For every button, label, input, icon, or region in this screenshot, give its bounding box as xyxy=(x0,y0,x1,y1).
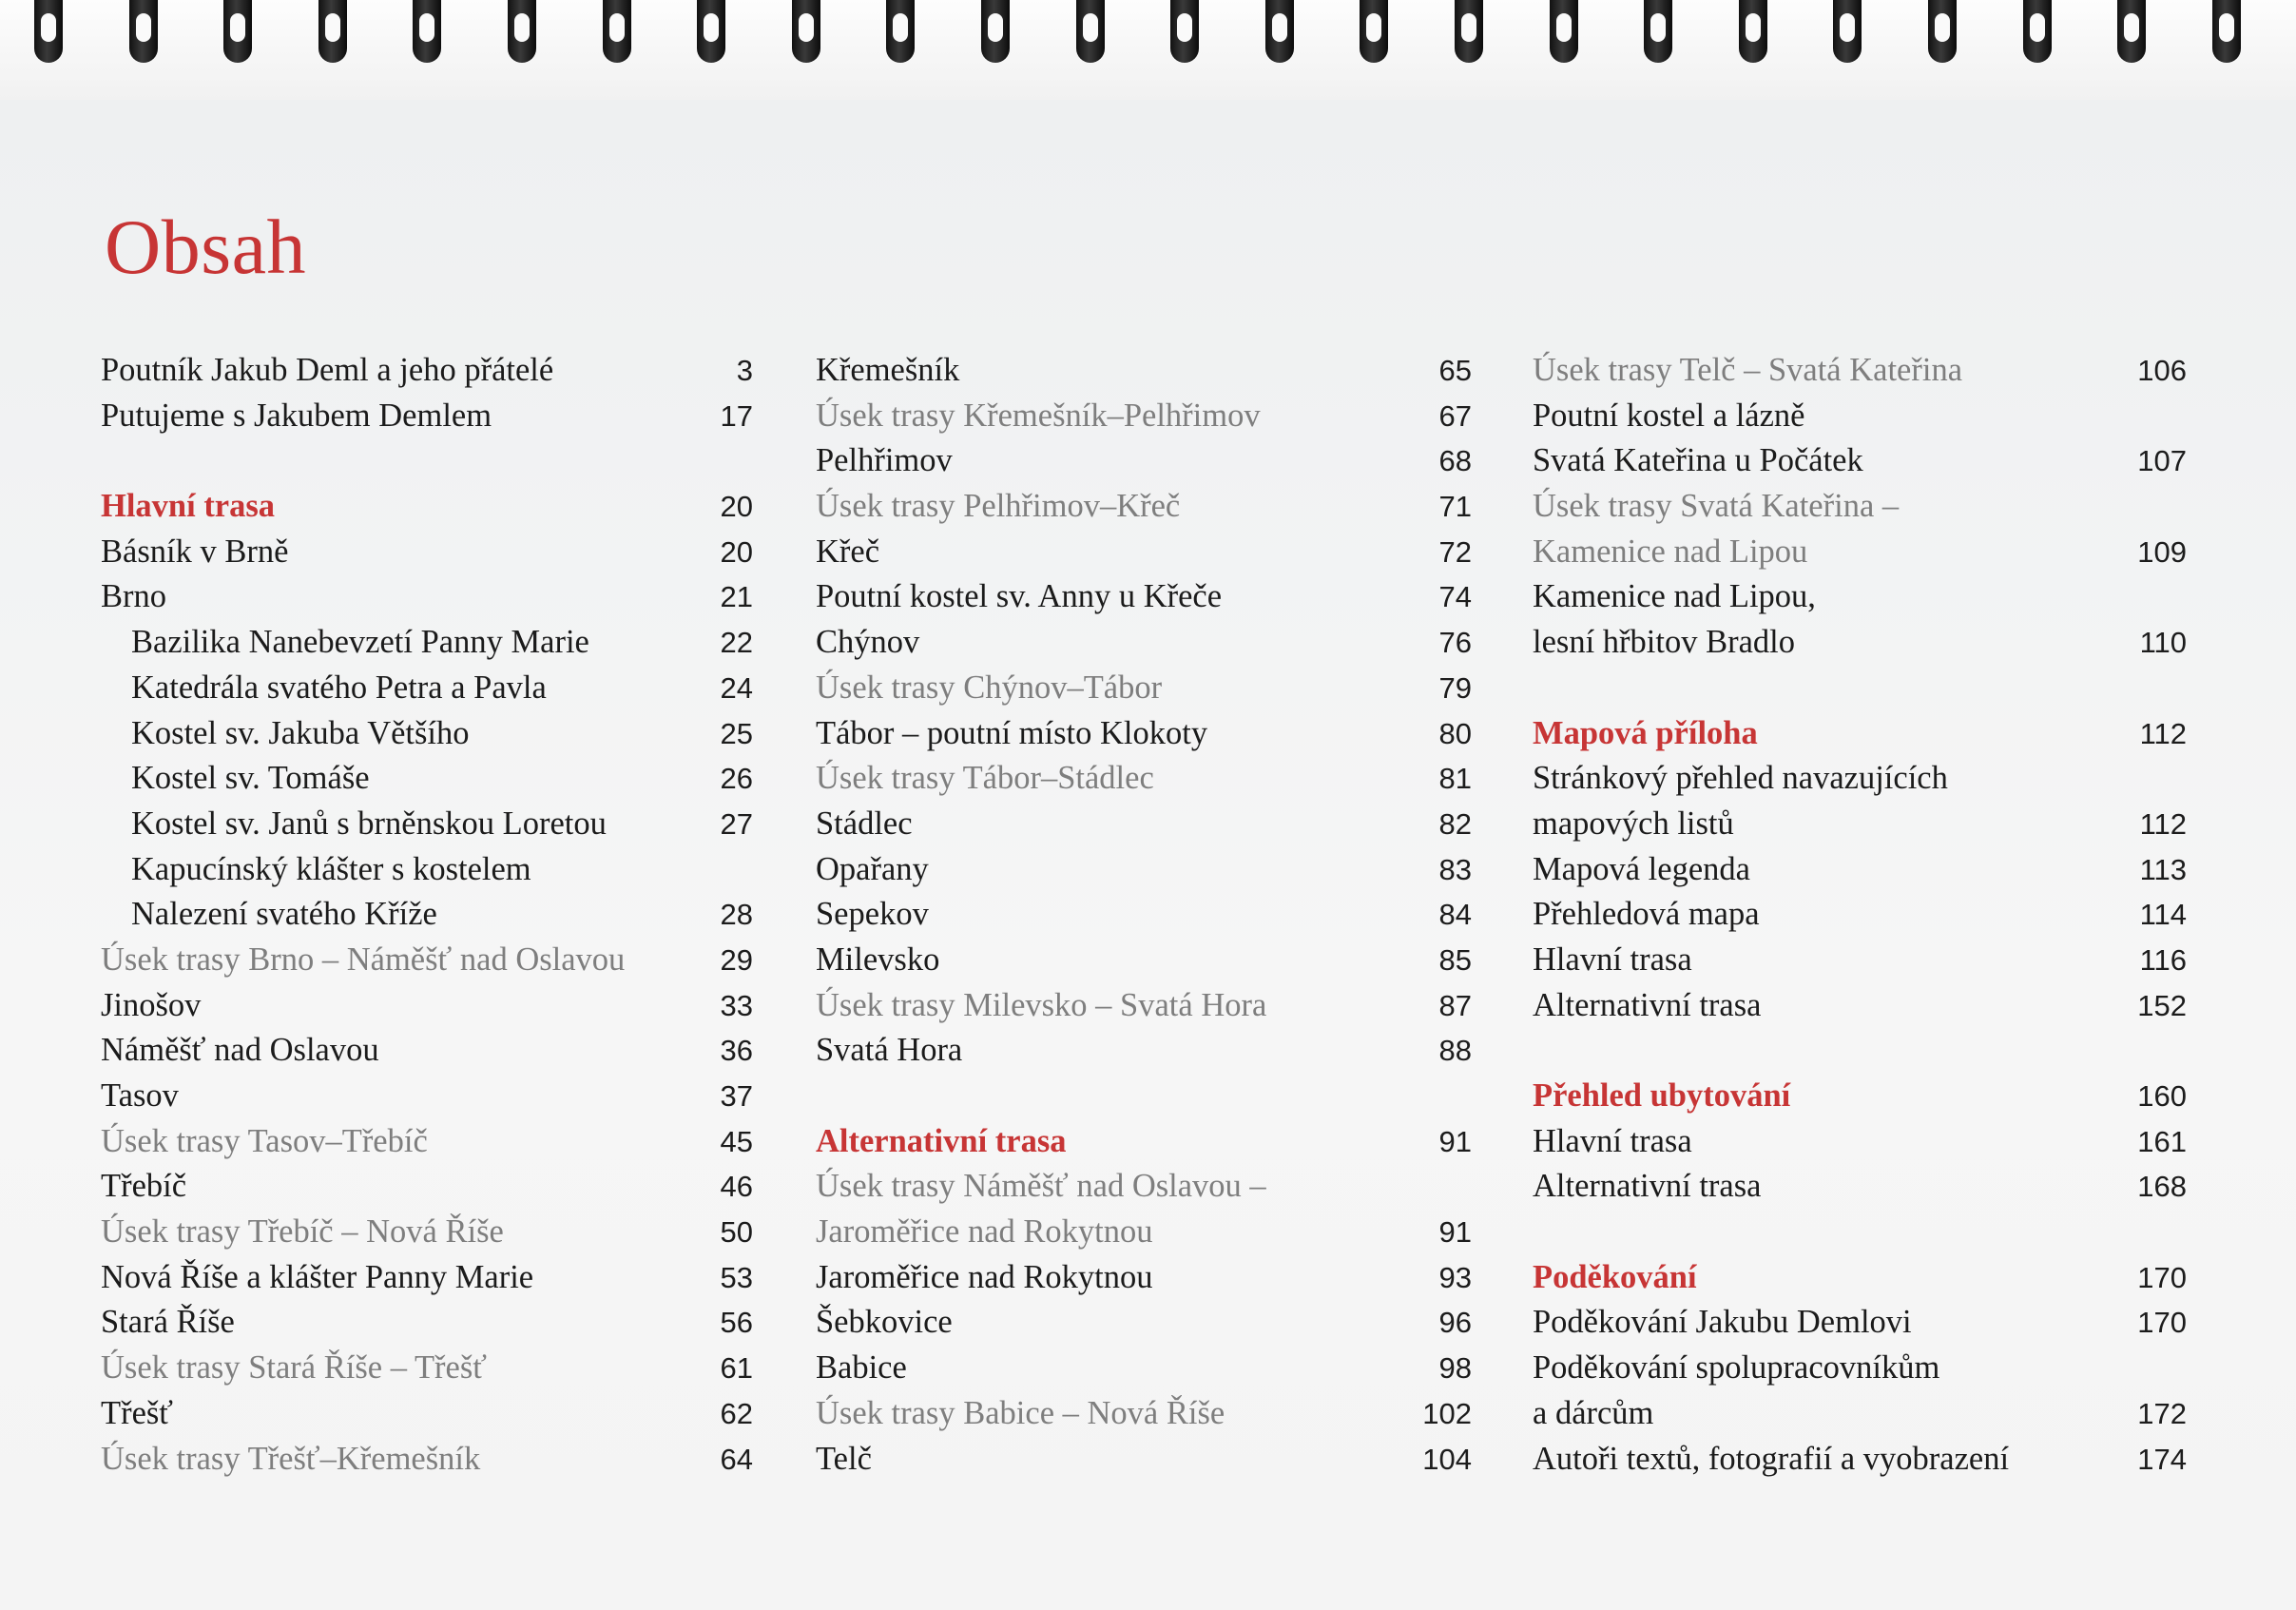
toc-entry xyxy=(1533,802,2187,847)
toc-entry-title: Úsek trasy Tasov–Třebíč xyxy=(101,1122,428,1159)
binding-ring xyxy=(1455,0,1483,63)
toc-page-number: 27 xyxy=(720,806,753,841)
toc-entry-title: Básník v Brně xyxy=(101,533,289,570)
toc-route-segment xyxy=(1533,348,2187,394)
toc-entry xyxy=(101,1300,753,1346)
toc-entry-title: Poděkování spolupracovníkům xyxy=(1533,1349,1940,1387)
toc-entry xyxy=(101,620,753,666)
toc-entry xyxy=(1533,1164,2187,1210)
toc-entry-title: Telč xyxy=(816,1440,872,1477)
toc-page-number: 98 xyxy=(1438,1351,1472,1386)
toc-route-segment xyxy=(816,1164,1472,1210)
toc-spacer xyxy=(101,438,753,484)
toc-route-segment xyxy=(101,1346,753,1391)
toc-entry xyxy=(1533,892,2187,938)
binding-ring xyxy=(981,0,1010,63)
toc-entry xyxy=(816,1255,1472,1301)
toc-page-number: 83 xyxy=(1438,852,1472,886)
toc-entry xyxy=(101,983,753,1029)
toc-column-1 xyxy=(101,348,753,1482)
toc-route-segment xyxy=(816,983,1472,1029)
toc-entry xyxy=(1533,1391,2187,1437)
toc-spacer xyxy=(816,1074,1472,1119)
toc-entry-title: Křemešník xyxy=(816,352,960,388)
toc-entry-title: Hlavní trasa xyxy=(101,488,276,525)
toc-page-number: 80 xyxy=(1438,716,1472,750)
toc-entry-title: Přehled ubytování xyxy=(1533,1077,1791,1114)
binding-ring xyxy=(1076,0,1105,63)
toc-page-number: 79 xyxy=(1438,670,1472,705)
toc-entry xyxy=(101,756,753,802)
toc-entry-title: Náměšť nad Oslavou xyxy=(101,1032,379,1069)
toc-entry xyxy=(816,438,1472,484)
toc-page-number: 68 xyxy=(1438,444,1472,478)
toc-entry-title: Třebíč xyxy=(101,1168,187,1205)
toc-page-number: 114 xyxy=(2139,898,2187,932)
toc-entry-title: Poděkování xyxy=(1533,1258,1697,1295)
binding-ring xyxy=(413,0,441,63)
toc-page-number: 24 xyxy=(720,670,753,705)
toc-route-segment xyxy=(816,1210,1472,1255)
toc-entry-title: Katedrála svatého Petra a Pavla xyxy=(131,669,547,706)
toc-entry-title: Poutní kostel sv. Anny u Křeče xyxy=(816,578,1223,615)
binding-ring xyxy=(1360,0,1388,63)
toc-route-segment xyxy=(816,484,1472,530)
toc-spacer xyxy=(1533,1210,2187,1255)
toc-entry xyxy=(1533,438,2187,484)
toc-entry xyxy=(1533,756,2187,802)
toc-entry-title: Alternativní trasa xyxy=(816,1122,1067,1159)
toc-entry xyxy=(1533,1119,2187,1165)
toc-entry xyxy=(816,802,1472,847)
toc-entry-title: Chýnov xyxy=(816,624,920,661)
toc-entry-title: Sepekov xyxy=(816,896,929,933)
binding-ring xyxy=(886,0,915,63)
toc-entry-title: Svatá Hora xyxy=(816,1032,963,1069)
toc-page-number: 168 xyxy=(2137,1170,2187,1204)
toc-entry-title: Poutník Jakub Deml a jeho přátelé xyxy=(101,352,554,388)
toc-entry xyxy=(1533,983,2187,1029)
toc-entry xyxy=(816,530,1472,575)
binding-ring xyxy=(1550,0,1578,63)
toc-page-number: 26 xyxy=(720,762,753,796)
toc-entry xyxy=(101,1391,753,1437)
toc-entry-title: Stádlec xyxy=(816,805,913,842)
toc-page-number: 37 xyxy=(720,1079,753,1113)
toc-page-number: 3 xyxy=(736,354,753,387)
toc-entry-title: Úsek trasy Pelhřimov–Křeč xyxy=(816,488,1181,525)
toc-entry-title: Úsek trasy Třešť–Křemešník xyxy=(101,1440,481,1477)
toc-page-number: 172 xyxy=(2137,1396,2187,1430)
toc-page-number: 107 xyxy=(2137,444,2187,478)
toc-entry xyxy=(101,1164,753,1210)
binding-ring xyxy=(1644,0,1672,63)
toc-entry-title: Babice xyxy=(816,1349,907,1387)
toc-page-number: 50 xyxy=(720,1215,753,1250)
toc-entry xyxy=(816,711,1472,757)
toc-page-number: 33 xyxy=(720,988,753,1022)
toc-route-segment xyxy=(101,1210,753,1255)
toc-page-number: 112 xyxy=(2139,716,2187,750)
toc-entry-title: Mapová příloha xyxy=(1533,714,1758,751)
toc-route-segment xyxy=(816,666,1472,711)
toc-entry xyxy=(816,1028,1472,1074)
toc-entry xyxy=(816,938,1472,983)
binding-ring xyxy=(1170,0,1199,63)
toc-section-heading xyxy=(101,484,753,530)
toc-spacer xyxy=(1533,666,2187,711)
toc-page-number: 91 xyxy=(1438,1215,1472,1250)
toc-route-segment xyxy=(816,756,1472,802)
toc-entry xyxy=(101,1255,753,1301)
toc-entry xyxy=(1533,938,2187,983)
binding-ring xyxy=(1928,0,1957,63)
toc-entry xyxy=(1533,574,2187,620)
toc-page-number: 81 xyxy=(1438,762,1472,796)
toc-route-segment xyxy=(101,938,753,983)
toc-section-heading xyxy=(1533,1074,2187,1119)
toc-column-3 xyxy=(1533,348,2187,1482)
toc-page-number: 65 xyxy=(1438,354,1472,387)
toc-entry xyxy=(816,892,1472,938)
toc-page-number: 174 xyxy=(2137,1442,2187,1476)
toc-entry-title: Pelhřimov xyxy=(816,442,953,479)
toc-page-number: 61 xyxy=(720,1351,753,1386)
spiral-binding xyxy=(0,0,2296,100)
toc-page-number: 67 xyxy=(1438,398,1472,433)
toc-page-number: 113 xyxy=(2139,852,2187,886)
toc-entry xyxy=(816,620,1472,666)
toc-route-segment xyxy=(1533,484,2187,530)
toc-entry-title: Úsek trasy Chýnov–Tábor xyxy=(816,669,1163,706)
page-title: Obsah xyxy=(105,204,307,290)
toc-entry-title: Kamenice nad Lipou xyxy=(1533,533,1808,570)
binding-ring xyxy=(697,0,725,63)
toc-section-heading xyxy=(1533,711,2187,757)
toc-entry xyxy=(101,847,753,893)
toc-entry xyxy=(101,530,753,575)
toc-entry-title: Kostel sv. Tomáše xyxy=(131,760,370,797)
toc-entry-title: Stará Říše xyxy=(101,1304,235,1341)
toc-entry-title: Úsek trasy Náměšť nad Oslavou – xyxy=(816,1168,1266,1205)
toc-entry-title: Brno xyxy=(101,578,166,615)
toc-entry-title: Úsek trasy Třebíč – Nová Říše xyxy=(101,1213,504,1251)
toc-page-number: 91 xyxy=(1438,1124,1472,1158)
toc-page-number: 110 xyxy=(2139,626,2187,660)
binding-ring xyxy=(2023,0,2052,63)
toc-entry-title: Úsek trasy Telč – Svatá Kateřina xyxy=(1533,352,1963,388)
toc-entry xyxy=(101,348,753,394)
toc-entry xyxy=(101,1074,753,1119)
toc-entry-title: Kamenice nad Lipou, xyxy=(1533,578,1816,615)
toc-entry xyxy=(101,1028,753,1074)
toc-entry-title: Úsek trasy Brno – Náměšť nad Oslavou xyxy=(101,941,626,978)
toc-page-number: 20 xyxy=(720,490,753,524)
toc-entry-title: a dárcům xyxy=(1533,1394,1654,1431)
toc-entry-title: mapových listů xyxy=(1533,805,1734,842)
binding-ring xyxy=(1265,0,1294,63)
toc-entry-title: Milevsko xyxy=(816,941,940,978)
toc-page-number: 29 xyxy=(720,942,753,977)
toc-entry xyxy=(1533,1437,2187,1483)
toc-page-number: 102 xyxy=(1422,1396,1472,1430)
binding-ring xyxy=(508,0,536,63)
toc-entry-title: Hlavní trasa xyxy=(1533,941,1692,978)
binding-ring xyxy=(318,0,347,63)
binding-ring xyxy=(2212,0,2241,63)
toc-page-number: 76 xyxy=(1438,626,1472,660)
toc-route-segment xyxy=(101,1119,753,1165)
toc-entry xyxy=(1533,394,2187,439)
toc-entry xyxy=(1533,1300,2187,1346)
toc-entry-title: Jaroměřice nad Rokytnou xyxy=(816,1213,1153,1251)
toc-entry-title: Nová Říše a klášter Panny Marie xyxy=(101,1258,534,1295)
toc-entry-title: Křeč xyxy=(816,533,880,570)
toc-entry-title: Úsek trasy Svatá Kateřina – xyxy=(1533,488,1900,525)
toc-entry xyxy=(816,1300,1472,1346)
toc-entry-title: Kapucínský klášter s kostelem xyxy=(131,850,531,887)
toc-page-number: 74 xyxy=(1438,580,1472,614)
toc-entry-title: Třešť xyxy=(101,1394,174,1431)
toc-page-number: 72 xyxy=(1438,534,1472,569)
toc-entry-title: Poutní kostel a lázně xyxy=(1533,397,1805,434)
binding-ring xyxy=(223,0,252,63)
toc-page-number: 161 xyxy=(2137,1124,2187,1158)
toc-page-number: 82 xyxy=(1438,806,1472,841)
binding-ring xyxy=(792,0,820,63)
toc-page-number: 109 xyxy=(2137,534,2187,569)
toc-entry-title: Úsek trasy Babice – Nová Říše xyxy=(816,1394,1225,1431)
toc-entry-title: Úsek trasy Stará Říše – Třešť xyxy=(101,1349,487,1387)
toc-entry-title: Alternativní trasa xyxy=(1533,1168,1762,1205)
toc-entry-title: Svatá Kateřina u Počátek xyxy=(1533,442,1863,479)
toc-page-number: 64 xyxy=(720,1442,753,1476)
toc-entry-title: Alternativní trasa xyxy=(1533,986,1762,1023)
toc-entry-title: Kostel sv. Jakuba Většího xyxy=(131,714,470,751)
toc-entry-title: Bazilika Nanebevzetí Panny Marie xyxy=(131,624,589,661)
toc-entry-title: Putujeme s Jakubem Demlem xyxy=(101,397,492,434)
toc-page-number: 28 xyxy=(720,898,753,932)
toc-spacer xyxy=(1533,1028,2187,1074)
toc-page-number: 46 xyxy=(720,1170,753,1204)
toc-page-number: 87 xyxy=(1438,988,1472,1022)
toc-page-number: 160 xyxy=(2137,1079,2187,1113)
toc-entry xyxy=(816,847,1472,893)
toc-page-number: 93 xyxy=(1438,1260,1472,1294)
toc-entry xyxy=(816,1346,1472,1391)
toc-page-number: 104 xyxy=(1422,1442,1472,1476)
toc-page-number: 96 xyxy=(1438,1306,1472,1340)
toc-entry-title: Šebkovice xyxy=(816,1304,953,1341)
toc-entry-title: Tábor – poutní místo Klokoty xyxy=(816,714,1208,751)
toc-page-number: 112 xyxy=(2139,806,2187,841)
toc-page-number: 45 xyxy=(720,1124,753,1158)
toc-entry-title: Autoři textů, fotografií a vyobrazení xyxy=(1533,1440,2010,1477)
toc-route-segment xyxy=(1533,530,2187,575)
toc-page-number: 85 xyxy=(1438,942,1472,977)
binding-ring xyxy=(129,0,158,63)
toc-page-number: 56 xyxy=(720,1306,753,1340)
toc-page-number: 71 xyxy=(1438,490,1472,524)
toc-entry xyxy=(816,348,1472,394)
toc-entry xyxy=(101,711,753,757)
toc-route-segment xyxy=(816,1391,1472,1437)
toc-entry xyxy=(816,1437,1472,1483)
toc-entry-title: Poděkování Jakubu Demlovi xyxy=(1533,1304,1912,1341)
toc-route-segment xyxy=(816,394,1472,439)
toc-entry-title: Stránkový přehled navazujících xyxy=(1533,760,1948,797)
toc-entry-title: Úsek trasy Křemešník–Pelhřimov xyxy=(816,397,1261,434)
toc-entry-title: Opařany xyxy=(816,850,929,887)
toc-page-number: 62 xyxy=(720,1396,753,1430)
toc-entry-title: Jaroměřice nad Rokytnou xyxy=(816,1258,1153,1295)
toc-entry xyxy=(1533,1346,2187,1391)
toc-entry xyxy=(101,574,753,620)
toc-page-number: 116 xyxy=(2139,942,2187,977)
toc-page-number: 25 xyxy=(720,716,753,750)
toc-page-number: 170 xyxy=(2137,1306,2187,1340)
toc-column-2 xyxy=(816,348,1472,1482)
binding-ring xyxy=(1833,0,1862,63)
toc-entry xyxy=(101,892,753,938)
toc-entry-title: Tasov xyxy=(101,1077,179,1114)
toc-entry xyxy=(1533,847,2187,893)
binding-ring xyxy=(1739,0,1767,63)
toc-entry-title: Přehledová mapa xyxy=(1533,896,1760,933)
toc-section-heading xyxy=(1533,1255,2187,1301)
toc-entry xyxy=(101,394,753,439)
toc-entry xyxy=(1533,620,2187,666)
toc-route-segment xyxy=(101,1437,753,1483)
toc-entry-title: Mapová legenda xyxy=(1533,850,1750,887)
toc-page-number: 17 xyxy=(720,398,753,433)
toc-entry-title: Hlavní trasa xyxy=(1533,1122,1692,1159)
toc-page-number: 106 xyxy=(2137,354,2187,387)
binding-ring xyxy=(603,0,631,63)
toc-entry-title: lesní hřbitov Bradlo xyxy=(1533,624,1795,661)
binding-ring xyxy=(34,0,63,63)
toc-entry-title: Úsek trasy Milevsko – Svatá Hora xyxy=(816,986,1267,1023)
toc-page-number: 21 xyxy=(720,580,753,614)
toc-page-number: 20 xyxy=(720,534,753,569)
toc-page-number: 22 xyxy=(720,626,753,660)
toc-entry-title: Kostel sv. Janů s brněnskou Loretou xyxy=(131,805,607,842)
toc-page-number: 53 xyxy=(720,1260,753,1294)
toc-page-number: 152 xyxy=(2137,988,2187,1022)
toc-entry xyxy=(101,802,753,847)
toc-entry xyxy=(816,574,1472,620)
toc-page-number: 84 xyxy=(1438,898,1472,932)
toc-page-number: 88 xyxy=(1438,1034,1472,1068)
toc-section-heading xyxy=(816,1119,1472,1165)
toc-entry xyxy=(101,666,753,711)
toc-entry-title: Úsek trasy Tábor–Stádlec xyxy=(816,760,1154,797)
toc-entry-title: Jinošov xyxy=(101,986,202,1023)
binding-ring xyxy=(2117,0,2146,63)
toc-page-number: 170 xyxy=(2137,1260,2187,1294)
toc-entry-title: Nalezení svatého Kříže xyxy=(131,896,437,933)
toc-page-number: 36 xyxy=(720,1034,753,1068)
